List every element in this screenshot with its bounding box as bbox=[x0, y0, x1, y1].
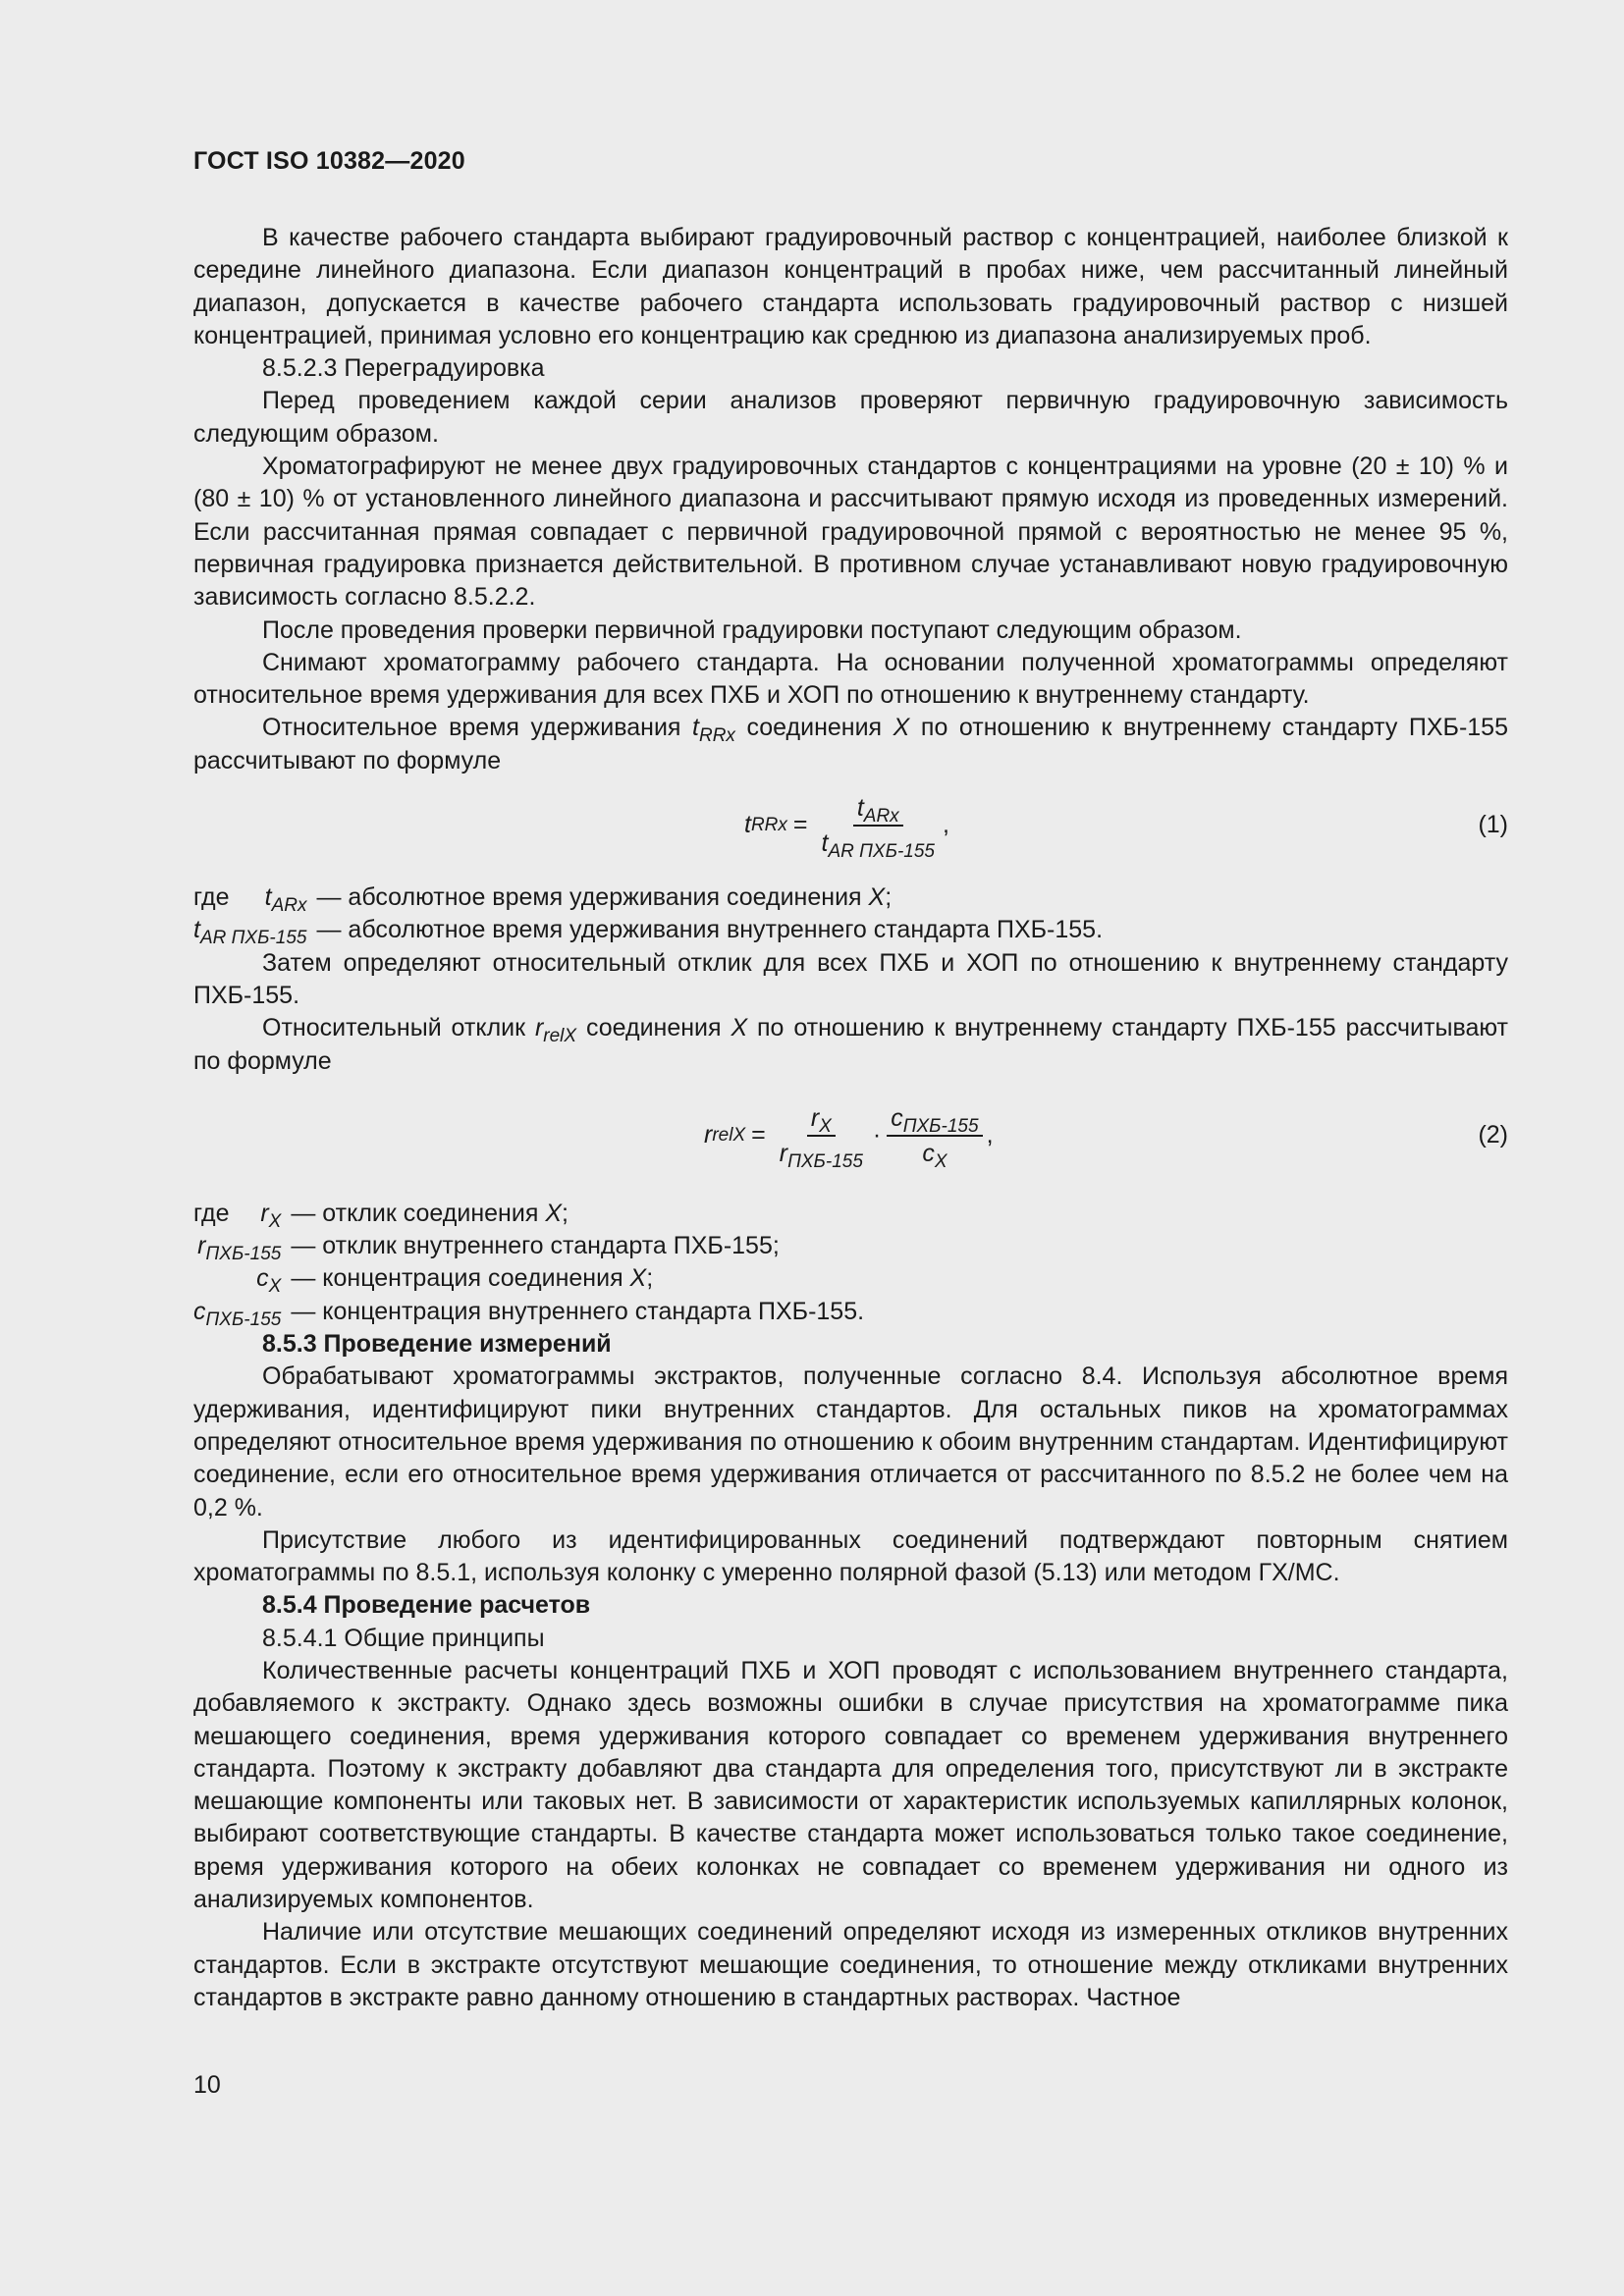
symbol: r bbox=[197, 1232, 206, 1260]
definition-text bbox=[291, 1296, 864, 1328]
text: Относительный отклик bbox=[262, 1014, 535, 1042]
section-heading: 8.5.4 Проведение расчетов bbox=[262, 1591, 591, 1620]
definition-symbol bbox=[193, 914, 316, 949]
definition-text bbox=[291, 1262, 864, 1295]
numerator-symbol: r bbox=[810, 1103, 820, 1132]
subsection-heading: 8.5.2.3 Перегрaдуировка bbox=[262, 354, 545, 383]
fraction-numerator bbox=[807, 1104, 836, 1137]
paragraph: Затем определяют относительный отклик для всех ПХБ и ХОП по отношению к внутреннему стандарту ПХБ-155. bbox=[193, 948, 1508, 1009]
formula-number: (2) bbox=[1478, 1121, 1508, 1149]
symbol-subscript: ПХБ-155 bbox=[205, 1244, 282, 1265]
text: — отклик внутреннего стандарта ПХБ-155; bbox=[291, 1232, 780, 1260]
numerator-symbol: c bbox=[891, 1103, 903, 1132]
definition-symbol bbox=[193, 1230, 291, 1265]
text: соединения bbox=[576, 1014, 731, 1042]
symbol: r bbox=[534, 1014, 544, 1042]
formula-lhs-subscript: RRx bbox=[750, 815, 787, 836]
denominator-symbol: r bbox=[779, 1139, 788, 1167]
paragraph: В качестве рабочего стандарта выбирают градуировочный раствор с концентрацией, наиболее близкой к середине линейного диапазона. Если диапазон концентраций в пробах ниже, чем рассчитанный линейный диапазон, допускается в качестве рабочего стандарта использовать градуировочный раствор с низшей концентрацией, принимая условно его концентрацию как среднюю из диапазона анализируемых проб. bbox=[193, 224, 1508, 349]
symbol: X bbox=[545, 1199, 562, 1227]
fraction bbox=[887, 1103, 982, 1172]
denominator-symbol: t bbox=[821, 829, 829, 858]
symbol-subscript: relX bbox=[543, 1026, 577, 1047]
definition-row bbox=[193, 914, 1103, 946]
fraction bbox=[776, 1103, 867, 1172]
subsection-heading: 8.5.4.1 Общие принципы bbox=[262, 1624, 545, 1652]
fraction-denominator bbox=[776, 1137, 867, 1172]
text: Относительное время удерживания bbox=[262, 714, 693, 742]
paragraph: Снимают хроматограмму рабочего стандарта. На основании полученной хроматограммы определяют относительное время удерживания для всех ПХБ и ХОП по отношению к внутреннему стандарту. bbox=[193, 648, 1508, 710]
symbol: c bbox=[193, 1297, 206, 1325]
numerator-subscript: ARx bbox=[863, 806, 899, 828]
numerator-symbol: t bbox=[856, 794, 864, 823]
definition-row bbox=[193, 1230, 864, 1262]
symbol: X bbox=[731, 1014, 748, 1042]
definition-symbol bbox=[193, 1262, 291, 1298]
fraction-denominator bbox=[918, 1137, 950, 1172]
formula-comma: , bbox=[942, 811, 949, 839]
formula-1 bbox=[193, 783, 1508, 868]
text: — концентрация внутреннего стандарта ПХБ-155. bbox=[291, 1297, 865, 1325]
formula-2 bbox=[193, 1088, 1508, 1184]
symbol: X bbox=[629, 1264, 647, 1293]
definition-text bbox=[316, 914, 1103, 946]
equals-sign: = bbox=[792, 811, 808, 839]
fraction-numerator bbox=[853, 794, 903, 827]
paragraph: Наличие или отсутствие мешающих соединений определяют исходя из измеренных откликов внутренних стандартов. Если в экстракте отсутствуют мешающие соединения, то отношение между откликами внутренних стандартов в экстракте равно данному отношению в стандартных растворах. Частное bbox=[193, 1918, 1508, 2011]
paragraph: Перед проведением каждой серии анализов проверяют первичную градуировочную зависимость следующим образом. bbox=[193, 387, 1508, 448]
formula-lhs: r bbox=[704, 1121, 713, 1149]
fraction-numerator bbox=[887, 1104, 982, 1137]
symbol: t bbox=[692, 714, 699, 742]
definition-text bbox=[316, 881, 1103, 914]
definition-row bbox=[193, 1198, 864, 1230]
formula-comma: , bbox=[986, 1121, 994, 1149]
text: — абсолютное время удерживания внутреннего стандарта ПХБ-155. bbox=[316, 916, 1104, 944]
text: соединения bbox=[734, 714, 893, 742]
text: ; bbox=[646, 1264, 654, 1293]
symbol-subscript: X bbox=[268, 1276, 282, 1298]
symbol-subscript: RRx bbox=[698, 725, 735, 747]
text: по отношению к внутреннему стандарту ПХБ-155 рассчитывают по формуле bbox=[193, 714, 1508, 774]
symbol: r bbox=[260, 1199, 269, 1227]
numerator-subscript: X bbox=[819, 1115, 832, 1137]
denominator-subscript: X bbox=[934, 1150, 947, 1172]
symbol-subscript: ПХБ-155 bbox=[205, 1308, 282, 1330]
symbol: t bbox=[264, 883, 272, 912]
definition-row bbox=[193, 1296, 864, 1328]
definition-row bbox=[193, 1262, 864, 1295]
symbol: X bbox=[868, 883, 886, 912]
section-heading: 8.5.3 Проведение измерений bbox=[262, 1330, 612, 1359]
formula-number: (1) bbox=[1478, 811, 1508, 839]
equals-sign: = bbox=[751, 1121, 766, 1149]
formula-1-expression bbox=[744, 783, 949, 868]
symbol: X bbox=[893, 714, 910, 742]
definitions-list bbox=[193, 1198, 864, 1328]
paragraph: Присутствие любого из идентифицированных соединений подтверждают повторным снятием хроматограммы по 8.5.1, используя колонку с умеренно полярной фазой (5.13) или методом ГХ/МС. bbox=[193, 1525, 1508, 1587]
symbol-subscript: X bbox=[268, 1210, 282, 1232]
page-number: 10 bbox=[193, 2071, 221, 2099]
text: по отношению к внутреннему стандарту ПХБ-155 рассчитывают по формуле bbox=[193, 1014, 1508, 1075]
definitions-list bbox=[193, 881, 1103, 947]
text: ; bbox=[885, 883, 893, 912]
paragraph: После проведения проверки первичной градуировки поступают следующим образом. bbox=[262, 615, 1242, 644]
denominator-symbol: c bbox=[922, 1139, 935, 1167]
multiply-dot: · bbox=[872, 1121, 882, 1149]
formula-lhs: t bbox=[744, 811, 751, 839]
numerator-subscript: ПХБ-155 bbox=[902, 1115, 979, 1137]
paragraph: Количественные расчеты концентраций ПХБ и ХОП проводят с использованием внутреннего стандарта, добавляемого к экстракту. Однако здесь возможны ошибки в случае присутствия на хроматограмме пика мешающего соединения, время удерживания которого совпадает со временем удерживания внутреннего стандарта. Поэтому к экстракту добавляют два стандарта для определения того, присутствуют ли в экстракте мешающие компоненты или таковых нет. В зависимости от характеристик используемых капиллярных колонок, выбирают соответствующие стандарты. В качестве стандарта может использоваться только такое соединение, время удерживания которого на обеих колонках не совпадает со временем удерживания ни одного из анализируемых компонентов. bbox=[193, 1656, 1508, 1914]
symbol-subscript: ARx bbox=[271, 895, 307, 917]
denominator-subscript: ПХБ-155 bbox=[787, 1150, 863, 1172]
paragraph bbox=[193, 1012, 1508, 1078]
text: — концентрация соединения bbox=[291, 1264, 630, 1293]
definition-text bbox=[291, 1198, 864, 1230]
paragraph: Обрабатывают хроматограммы экстрактов, полученные согласно 8.4. Используя абсолютное время удерживания, идентифицируют пики внутренних стандартов. Для остальных пиков на хроматограммах определяют относительное время удерживания по отношению к обоим внутренним стандартам. Идентифицируют соединение, если его относительное время удерживания отличается от рассчитанного по 8.5.2 не более чем на 0,2 %. bbox=[193, 1362, 1508, 1522]
formula-2-expression bbox=[704, 1088, 994, 1184]
text: — отклик соединения bbox=[291, 1199, 546, 1227]
symbol: c bbox=[256, 1264, 269, 1293]
definition-text bbox=[291, 1230, 864, 1262]
symbol: t bbox=[193, 916, 200, 944]
definition-symbol bbox=[248, 1198, 291, 1230]
definition-row bbox=[193, 881, 1103, 914]
paragraph bbox=[193, 712, 1508, 777]
where-label: где bbox=[193, 1199, 230, 1227]
where-label: где bbox=[193, 883, 230, 912]
text: ; bbox=[562, 1199, 568, 1227]
formula-lhs-subscript: relX bbox=[712, 1124, 746, 1146]
definition-symbol bbox=[193, 1296, 291, 1328]
text: — абсолютное время удерживания соединения bbox=[316, 883, 869, 912]
definition-symbol bbox=[248, 881, 316, 917]
document-header: ГОСТ ISO 10382—2020 bbox=[193, 147, 465, 175]
document-body bbox=[193, 222, 1508, 2014]
paragraph: Хроматографируют не менее двух градуировочных стандартов с концентрациями на уровне (20 ± 10) % и (80 ± 10) % от установленного линейного диапазона и рассчитывают прямую исходя из проведенных измерений. Если рассчитанная прямая совпадает с первичной градуировочной прямой с вероятностью не менее 95 %, первичная градуировка признается действительной. В противном случае устанавливают новую градуировочную зависимость согласно 8.5.2.2. bbox=[193, 453, 1508, 612]
fraction-denominator bbox=[818, 827, 939, 863]
denominator-subscript: AR ПХБ-155 bbox=[828, 841, 935, 863]
fraction bbox=[818, 794, 939, 863]
symbol-subscript: AR ПХБ-155 bbox=[199, 928, 307, 949]
